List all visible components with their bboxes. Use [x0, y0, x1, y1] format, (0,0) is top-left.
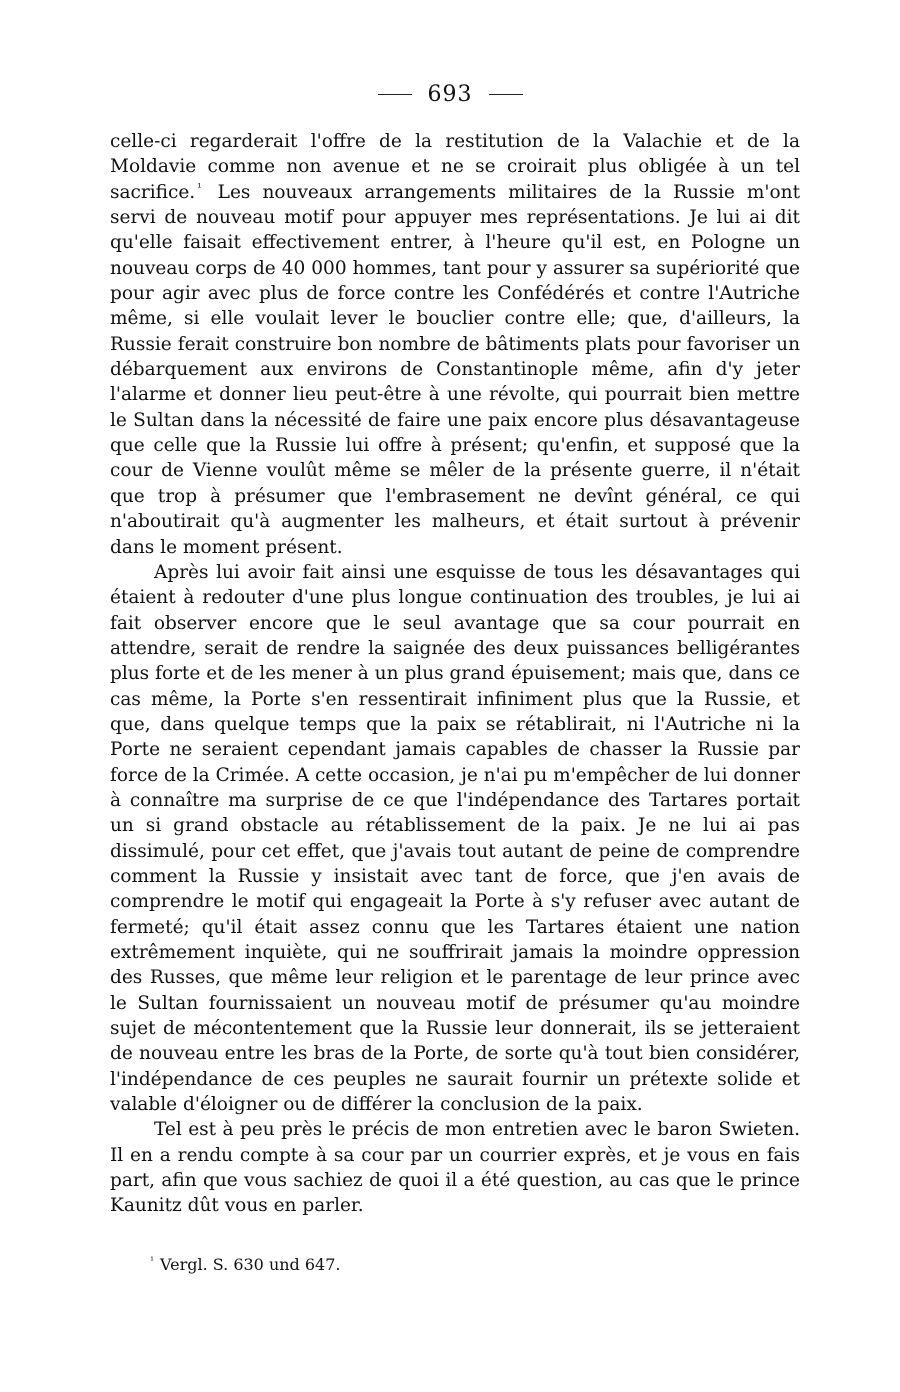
- paragraph-2: Après lui avoir fait ainsi une esquisse de tous les désavantages qui étaient à redouter d'une plus longue continuation des troubles, je lui ai fait observer encore que le seul avantage que sa cour pourrait en attendre, serait de rendre la saignée des deux puissances belligérantes plus forte et de les mener à un plus grand épuisement; mais que, dans ce cas même, la Porte s'en ressentirait infiniment plus que la Russie, et que, dans quelque temps que la paix se rétablirait, ni l'Autriche ni la Porte ne seraient cependant jamais capables de chasser la Russie par force de la Crimée. A cette occasion, je n'ai pu m'empêcher de lui donner à connaître ma surprise de ce que l'indépendance des Tartares portait un si grand obstacle au rétablissement de la paix. Je ne lui ai pas dissimulé, pour cet effet, que j'avais tout autant de peine de comprendre comment la Russie y insistait avec tant de force, que j'en avais de comprendre le motif qui engageait la Porte à s'y refuser avec autant de fermeté; qu'il était assez connu que les Tartares étaient une nation extrêmement inquiète, qui ne souffrirait jamais la moindre oppression des Russes, que même leur religion et le parentage de leur prince avec le Sultan fournissaient un nouveau motif de présumer qu'au moindre sujet de mécontentement que la Russie leur donnerait, ils se jetteraient de nouveau entre les bras de la Porte, de sorte qu'à tout bien considérer, l'indépendance de ces peuples ne saurait fournir un prétexte solide et valable d'éloigner ou de différer la conclusion de la paix.: [110, 561, 800, 1116]
- footnote-text: Vergl. S. 630 und 647.: [160, 1255, 341, 1274]
- footnote-reference: ¹: [197, 180, 202, 194]
- paragraph-3: Tel est à peu près le précis de mon entretien avec le baron Swieten. Il en a rendu compte à sa cour par un courrier exprès, et je vous en fais part, afin que vous sachiez de quoi il a été question, au cas que le prince Kaunitz dût vous en parler.: [110, 1119, 800, 1217]
- footnote: [150, 1254, 341, 1276]
- page-header: [0, 82, 900, 107]
- paragraph-1-text: celle-ci regarderait l'offre de la restitution de la Valachie et de la Moldavie comme non avenue et ne se croirait plus obligée à un tel sacrifice.: [110, 131, 800, 203]
- header-rule-left: [378, 94, 412, 95]
- body-text: [110, 129, 800, 1219]
- page-number: 693: [427, 82, 473, 107]
- paragraph-1: [110, 129, 800, 560]
- header-rule-right: [489, 94, 523, 95]
- paragraph-1-text-cont: Les nouveaux arrangements militaires de la Russie m'ont servi de nouveau motif pour appuyer mes représentations. Je lui ai dit qu'elle faisait effectivement entrer, à l'heure qu'il est, en Pologne un nouveau corps de 40 000 hommes, tant pour y assurer sa supériorité que pour agir avec plus de force contre les Confédérés et contre l'Autriche même, si elle voulait lever le bouclier contre elle; que, d'ailleurs, la Russie ferait construire bon nombre de bâtiments plats pour favoriser un débarquement aux environs de Constantinople même, afin d'y jeter l'alarme et donner lieu peut-être à une révolte, qui pourrait bien mettre le Sultan dans la nécessité de faire une paix encore plus désavantageuse que celle que la Russie lui offre à présent; qu'enfin, et supposé que la cour de Vienne voulût même se mêler de la présente guerre, il n'était que trop à présumer que l'embrasement ne devînt général, ce qui n'aboutirait qu'à augmenter les malheurs, et était surtout à prévenir dans le moment présent.: [110, 181, 800, 558]
- footnote-mark: ¹: [150, 1256, 155, 1267]
